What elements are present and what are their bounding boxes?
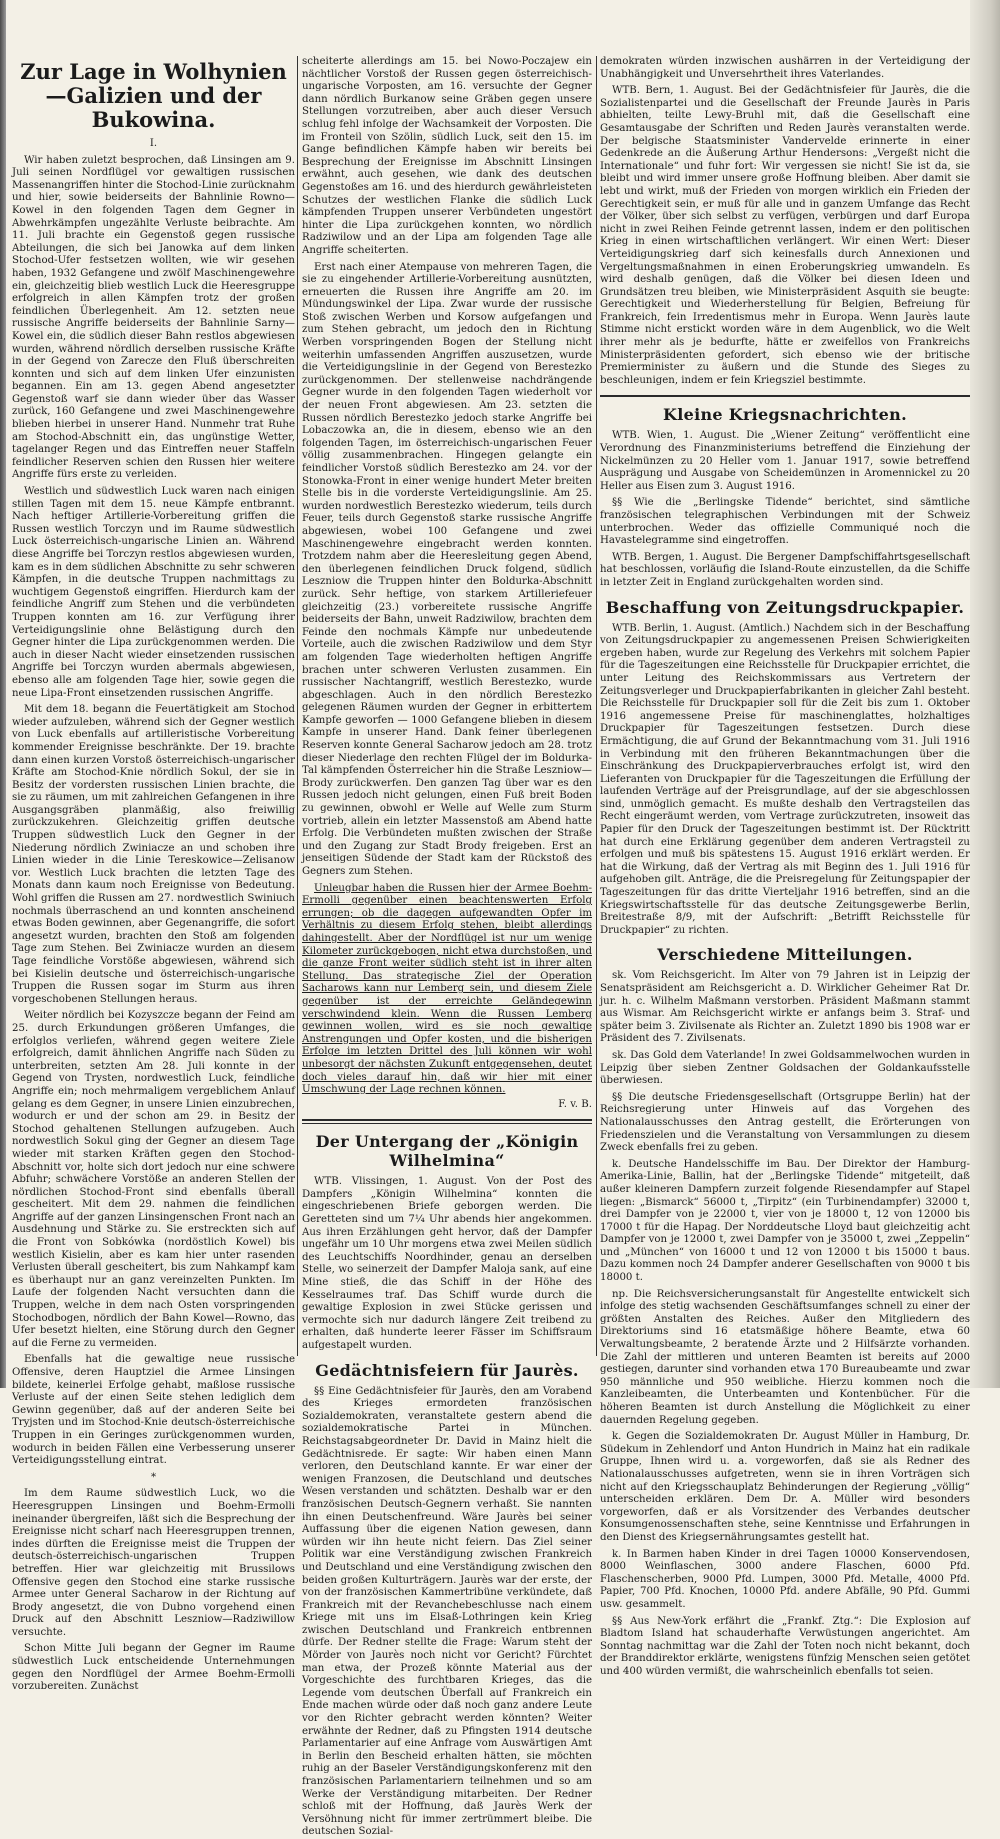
paragraph: k. In Barmen haben Kinder in drei Tagen 10000 Konservendosen, 8000 Weinflaschen, 3000 andere Flaschen, 6000 Pfd. Flaschenscherben, 9000 Pfd. Lumpen, 3000 Pfd. Metalle, 4000 Pfd. Papier, 700 Pfd. Knochen, 10000 Pfd. andere Abfälle, 90 Pfd. Gummi usw. gesammelt. — [600, 1548, 970, 1610]
paragraph: WTB. Wien, 1. August. Die „Wiener Zeitung“ veröffentlicht eine Verordnung des Finanzministeriums betreffend die Einziehung der Nickelmünzen zu 20 Heller vom 1. Januar 1917, sowie betreffend Ausprägung und Ausgabe von Scheidemünzen in Aromennickel zu 20 Heller aus Eisen zum 3. August 1916. — [600, 430, 970, 492]
paragraph: Im dem Raume südwestlich Luck, wo die Heeresgruppen Linsingen und Boehm-Ermolli ineinander übergreifen, läßt sich die Besprechung der Ereignisse nicht scharf nach Heeresgruppen trennen, indes dürften die Ereignisse meist die Truppen der deutsch-österreichisch-ungarischen Truppen betreffen. Hier war gleichzeitig mit Brussilows Offensive gegen den Stochod eine starke russische Armee unter General Sacharow in der Richtung auf Brody angesetzt, die von Dubno vorgehend einen Druck auf den Abschnitt Leszniow—Radziwillow versuchte. — [12, 1488, 295, 1638]
column-3 — [600, 56, 970, 1677]
headline-paper: Beschaffung von Zeitungsdruckpapier. — [605, 597, 965, 617]
headline-main: Zur Lage in Wolhynien—Galizien und der Bukowina. — [20, 59, 287, 132]
paragraph: Weiter nördlich bei Kozyszcze begann der Feind am 25. durch Erkundungen größeren Umfanges, die erfolglos verliefen, während gegen weitere Ziele erfolgreich, damit ähnlichen Angriffe nach Süden zu unterbreiten, setzten Am 28. Juli konnte in der Gegend von Trysten, nordwestlich Luck, feindliche Angriffe ein; noch mehrmaligem vergeblichem Anlauf gelang es dem Gegner, in unsere Linien einzubrechen, wodurch er und der schon am 29. in Besitz der Stochod gehaltenen Stellungen aufzugeben. Auch nordwestlich Sokul ging der Gegner an diesem Tage wieder mit starken Kräften gegen den Stochod-Abschnitt vor, holte sich dort jedoch nur eine schwere Abfuhr; schwächere Vorstöße an anderen Stellen der nördlichen Stochod-Front sind ebenfalls überall gescheitert. Mit dem 29. nahmen die feindlichen Angriffe auf der ganzen Linsingenschen Front nach an Ausdehnung und Stärke zu. Sie erstreckten sich auf die Front von Sobkówka (nordöstlich Kowel) bis westlich Kisielin, aber es kam hier unter rasenden Verlusten überall gescheitert, bis zum Nahkampf kam es überhaupt nur an ganz vereinzelten Punkten. Im Laufe der folgenden Nacht versuchten dann die Truppen, welche in dem nach Osten vorspringenden Stochodbogen, nördlich der Bahn Kowel—Rowno, das Ufer besetzt hielten, eine Störung durch den Gegner auf die Ferne zu vermeiden. — [12, 1010, 295, 1349]
section-numeral: I. — [149, 138, 158, 149]
author-signature: F. v. B. — [558, 1098, 592, 1110]
section-rule — [302, 1123, 592, 1124]
paragraph: scheiterte allerdings am 15. bei Nowo-Poczajew ein nächtlicher Vorstoß der Russen gegen österreichisch-ungarische Vorposten, am 16. versuchte der Gegner dann nördlich Burkanow seine Gräben gegen unsere Stellungen vorzutreiben, aber auch dieser Versuch schlug fehl infolge der Wachsamkeit der Vorposten. Die im Fronteil von Szölin, südlich Luck, seit den 15. im Gange befindlichen Kämpfe haben wir bereits bei Besprechung der Ereignisse im Abschnitt Linsingen erwähnt, auch gesehen, wie dank des deutschen Gegenstoßes am 16. und des hierdurch gewährleisteten Schutzes der westlichen Flanke die südlich Luck kämpfenden Truppen unserer Verbündeten ungestört hinter die Lipa zurückgehen konnten, wo nördlich Radziwilow und an der Lipa am folgenden Tage alle Angriffe scheiterten. — [302, 56, 592, 256]
page-edge-left — [0, 0, 6, 1388]
paragraph: Erst nach einer Atempause von mehreren Tagen, die sie zu eingehender Artillerie-Vorbereitung ausnützten, erneuerten die Russen ihre Angriffe am 20. im Mündungswinkel der Lipa. Zwar wurde der russische Stoß zwischen Werben und Korsow aufgefangen und zum Stehen gebracht, um jedoch den in Richtung Werben vorspringenden Bogen der Stellung nicht weiterhin umfassenden Angriffen auszusetzen, wurde die Verteidigungslinie in der Gegend von Berestezko zurückgenommen. Der stellenweise nachdrängende Gegner wurde in den folgenden Tagen wiederholt vor der neuen Front abgewiesen. Am 23. setzten die Russen nördlich Berestezko jedoch starke Angriffe bei Lobaczowka an, die in diesem, ebenso wie an den folgenden Tagen, im österreichisch-ungarischen Feuer völlig zusammenbrachen. Hingegen gelangte ein feindlicher Vorstoß südlich Berestezko am 24. vor der Stonowka-Front in einer wenige hundert Meter breiten Stelle bis in die vorderste Verteidigungslinie. Am 25. wurden nordwestlich Berestezko wiederum, teils durch Feuer, teils durch Gegenstoß starke russische Angriffe abgewiesen, wobei 100 Gefangene und zwei Maschinengewehre eingebracht werden konnten. Trotzdem nahm aber die Heeresleitung gegen Abend, den überlegenen feindlichen Druck folgend, südlich Leszniow die Truppen hinter den Boldurka-Abschnitt zurück. Sehr heftige, von starkem Artilleriefeuer gleichzeitig (23.) vorbereitete russische Angriffe beiderseits der Bahn, unweit Radziwilow, brachten dem Feinde den nochmals Kämpfe nur unbedeutende Vorteile, auch die zwischen Radziwilow und dem Styr am folgenden Tage wiederholten heftigen Angriffe brachen unter schweren Verlusten zusammen. Ein russischer Nachtangriff, westlich Berestezko, wurde abgeschlagen. Auch in den nördlich Berestezko gelegenen Räumen wurden der Gegner in erbittertem Kampfe geworfen — 1000 Gefangene blieben in diesem Kampfe in unserer Hand. Dank feiner überlegenen Reserven konnte General Sacharow jedoch am 28. trotz dieser Niederlage den rechten Flügel der im Boldurka-Tal kämpfenden Österreicher hin die Straße Leszniow—Brody zurückwerfen. Den ganzen Tag über war es den Russen jedoch nicht gelungen, einen Fuß breit Boden zu gewinnen, obwohl er Welle auf Welle zum Sturm vortrieb, allein ein letzter Massenstoß am Abend hatte Erfolg. Die Verbündeten mußten zwischen der Straße und den Zugang zur Stadt Brody freigeben. Erst an jenseitigen Südende der Stadt kam der Rückstoß des Gegners zum Stehen. — [302, 261, 592, 877]
paragraph: Schon Mitte Juli begann der Gegner im Raume südwestlich Luck entscheidende Unternehmungen gegen den Nordflügel der Armee Boehm-Ermolli vorzubereiten. Zunächst — [12, 1643, 295, 1693]
column-divider — [297, 56, 298, 1356]
headline-jaures: Gedächtnisfeiern für Jaurès. — [315, 1360, 579, 1380]
paragraph: k. Gegen die Sozialdemokraten Dr. August Müller in Hamburg, Dr. Südekum in Zehlendorf und Anton Hundrich in Mainz hat ein radikale Gruppe, Ihnen wird u. a. vorgeworfen, daß sie als Redner des Nationalausschusses aufgetreten, wenn sie in ihren Vorträgen sich nicht auf den Kriegsschauplatz Behinderungen der Regierung „völlig“ unterscheiden erklären. Dem Dr. A. Müller wird besonders vorgeworfen, daß er als Vorsitzender des Verbandes deutscher Konsumgenossenschaften stehe, seine Kenntnisse und Erfahrungen in den Dienst des Kriegsernährungsamtes gestellt hat. — [600, 1431, 970, 1543]
column-divider — [596, 56, 597, 1356]
paragraph: Ebenfalls hat die gewaltige neue russische Offensive, deren Hauptziel die Armee Linsingen bildete, keinerlei Erfolge gehabt, maßlose russische Verluste auf der einen Seite stehen lediglich dem Gewinn gegenüber, daß auf der anderen Seite bei Tryjsten und im Stochod-Knie deutsch-österreichische Truppen in ein Geringes zurückgenommen wurden, wodurch in beiden Fällen eine Verbesserung unserer Verteidigungsstellung eintrat. — [12, 1354, 295, 1467]
paragraph: §§ Eine Gedächtnisfeier für Jaurès, den am Vorabend des Krieges ermordeten französischen Sozialdemokraten, veranstaltete gestern abend die sozialdemokratische Partei in München. Reichstagsabgeordneter Dr. David in Mainz hielt die Gedächtnisrede. Er sagte: Wir haben einen Mann verloren, den Deutschland kannte. Er war einer der wenigen Franzosen, die Deutschland und deutsches Wesen verstanden und schätzten. Deshalb war er den französischen Deutsch-Gegnern verhaßt. Sie nannten ihn einen Deutschenfreund. Wäre Jaurès bei seiner Auffassung über die eigenen Nation gewesen, dann würden wir ihn heute nicht feiern. Das Ziel seiner Politik war eine Verständigung zwischen Frankreich und Deutschland und eine Verständigung zwischen den beiden großen Kulturträgern. Jaurès war der erste, der von der französischen Kammertribüne verkündete, daß Frankreich mit der Revanchebeschlusse nach einem Kriege mit uns im Elsaß-Lothringen kein Krieg zwischen Deutschland und Frankreich entbrennen dürfe. Der Redner stellte die Frage: Warum steht der Mörder von Jaurès noch nicht vor Gericht? Fürchtet man etwa, der Prozeß könnte Material aus der Vorgeschichte des furchtbaren Krieges, das die Legende vom deutschen Überfall auf Frankreich ein Ende machen würde oder daß noch ganz andere Leute vor den Richter gebracht werden könnten? Weiter erwähnte der Redner, daß zu Pfingsten 1914 deutsche Parlamentarier auf eine Anfrage vom Auswärtigen Amt in Berlin den Bescheid erhalten hätten, sie möchten ruhig an der Baseler Verständigungskonferenz mit den französischen Parlamentariern teilnehmen und so am Werke der Verständigung mitarbeiten. Der Redner schloß mit der Hoffnung, daß Jaurès Werk der Versöhnung nicht für immer zertrümmert bleibe. Die deutschen Sozial- — [302, 1385, 592, 1838]
paragraph: WTB. Vlissingen, 1. August. Von der Post des Dampfers „Königin Wilhelmina“ konnten die eingeschriebenen Briefe geborgen werden. Die Geretteten sind um 7¼ Uhr abends hier angekommen. Aus ihren Erzählungen geht hervor, daß der Dampfer ungefähr um 10 Uhr morgens etwa zwei Meilen südlich des Leuchtschiffs Noordhinder, genau an derselben Stelle, wo seinerzeit der Dampfer Maloja sank, auf eine Mine stieß, die das Schiff in der Höhe des Kesselraumes traf. Das Schiff wurde durch die gewaltige Explosion in zwei Stücke gerissen und vermochte sich nur dadurch längere Zeit treibend zu erhalten, daß hunderte leerer Fässer im Schiffsraum aufgestapelt wurden. — [302, 1176, 592, 1351]
column-2 — [302, 56, 592, 1838]
paragraph: WTB. Bergen, 1. August. Die Bergener Dampfschiffahrtsgesellschaft hat beschlossen, vorläufig die Island-Route einzustellen, da die Schiffe in letzter Zeit in England zurückgehalten worden sind. — [600, 551, 970, 588]
paragraph: Unleugbar haben die Russen hier der Armee Boehm-Ermolli gegenüber einen beachtenswerten Erfolg errungen; ob die dagegen aufgewandten Opfer im Verhältnis zu diesem Erfolg stehen, bleibt allerdings dahingestellt. Aber der Nordflügel ist nur um wenige Kilometer zurückgebogen, nicht etwa durchstoßen, und die ganze Front weiter südlich steht ist in ihrer alten Stellung. Das strategische Ziel der Operation Sacharows kann nur Lemberg sein, und diesem Ziele gegenüber ist der erreichte Geländegewinn verschwindend klein. Wenn die Russen Lemberg gewinnen wollen, wird es sie noch gewaltige Anstrengungen und Opfer kosten, und die bisherigen Erfolge im letzten Drittel des Juli können wir wohl unbesorgt der nächsten Zukunft entgegensehen, deutet doch vieles darauf hin, daß wir hier mit einer Umschwung der Lage rechnen können. — [302, 882, 592, 1096]
paragraph: Westlich und südwestlich Luck waren nach einigen stillen Tagen mit dem 15. neue Kämpfe entbrannt. Nach heftiger Artillerie-Vorbereitung griffen die Russen westlich Torczyn und im Raume südwestlich Luck österreichisch-ungarische Linien an. Während diese Angriffe bei Torczyn restlos abgewiesen wurden, kam es in dem südlichen Abschnitte zu sehr schweren Kämpfen, in die deutsche Truppen nachmittags zu wuchtigem Gegenstoß eingriffen. Hierdurch kam der feindliche Angriff zum Stehen und die verbündeten Truppen konnten am 16. zur Verfügung ihrer Verteidigungslinie ohne Belästigung durch den Gegner hinter die Lipa zurückgenommen werden. Die auch in dieser Nacht wieder einsetzenden russischen Angriffe bei Torczyn wurden abermals abgewiesen, ebenso alle am folgenden Tage hier, sowie gegen die neue Lipa-Front einsetzenden russischen Angriffe. — [12, 486, 295, 699]
paragraph: demokraten würden inzwischen aushärren in der Verteidigung der Unabhängigkeit und Unversehrtheit ihres Vaterlandes. — [600, 56, 970, 80]
paragraph: WTB. Bern, 1. August. Bei der Gedächtnisfeier für Jaurès, die die Sozialistenpartei und die Gesellschaft der Freunde Jaurès in Paris abhielten, teilte Lewy-Bruhl mit, daß die Gesellschaft eine Gesamtausgabe der Schriften und Reden Jaurès veranstalten werde. Der belgische Staatsminister Vandervelde erinnerte in einer Gedenkrede an die Äußerung Arthur Hendersons: „Vergeßt nicht die Internationale“ und fuhr fort: Wir vergessen sie nicht! Sie ist da, sie bleibt und wird immer unsere große Hoffnung bleiben. Aber damit sie lebt und wirkt, muß der Frieden von morgen wirklich ein Frieden der Gerechtigkeit sein, er muß für alle und in ganzem Umfange das Recht der Völker, über sich selbst zu verfügen, verbürgen und darf Europa nicht in zwei Reihen Feinde getrennt lassen, indem er den politischen Krieg in einen wirtschaftlichen verlängert. Wir einen Wert: Dieser Verteidigungskrieg darf sich keinesfalls durch Annexionen und Vergeltungsmaßnahmen in einen Eroberungskrieg umwandeln. Es wird deshalb genügen, daß die Völker bei diesen Ideen und Grundsätzen treu bleiben, wie Ministerpräsident Asquith sie beugte: Gerechtigkeit und Wiederherstellung für Belgien, Befreiung für Frankreich, fein Irredentismus mehr in Europa. Wenn Jaurès laute Stimme nicht erstickt worden wäre in dem Augenblick, wo die Welt ihrer mehr als je bedurfte, hätte er zweifellos von Frankreichs Ministerpräsidenten gefordert, sich ebenso wie der britische Premierminister zu äußern und die Stunde des Sieges zu beschleunigen, indem er fein Kriegsziel bestimmte. — [600, 85, 970, 386]
paragraph: §§ Wie die „Berlingske Tidende“ berichtet, sind sämtliche französischen telegraphischen Verbindungen mit der Schweiz unterbrochen. Weder das offizielle Communiqué noch die Havastelegramme sind eingetroffen. — [600, 497, 970, 547]
paragraph: np. Die Reichsversicherungsanstalt für Angestellte entwickelt sich infolge des stetig wachsenden Geschäftsumfanges schnell zu einer der größten Anstalten des Reiches. Außer den Mitgliedern des Direktoriums sind 16 etatsmäßige höhere Beamte, etwa 60 Verwaltungsbeamte, 2 beratende Ärzte und 2 Hilfsärzte vorhanden. Die Zahl der mittleren und unteren Beamten ist bereits auf 2000 gestiegen, darunter sind vorhanden etwa 170 Bureaubeamte und zwar 950 männliche und 950 weibliche. Hierzu kommen noch die Kanzleibeamten, die Unterbeamten und Kontenbücher. Für die höheren Beamten ist durch Anstellung die Möglichkeit zu einer dauernden Regelung gegeben. — [600, 1288, 970, 1426]
paragraph: Wir haben zuletzt besprochen, daß Linsingen am 9. Juli seinen Nordflügel vor gewaltigen russischen Massenangriffen hinter die Stochod-Linie zurücknahm und hier, sowie beiderseits der Bahnlinie Rowno—Kowel in den folgenden Tagen dem Gegner in Abwehrkämpfen ungezählte Verluste beibrachte. Am 11. Juli brachte ein Gegenstoß gegen russische Abteilungen, die sich bei Janowka auf dem linken Stochod-Ufer festsetzen wollten, wie wir gesehen haben, 1932 Gefangene und zwölf Maschinengewehre ein, gleichzeitig blieb westlich Luck die Heeresgruppe erfolgreich in allen Kämpfen trotz der großen feindlichen Überlegenheit. Am 12. setzten neue russische Angriffe beiderseits der Bahnlinie Sarny—Kowel ein, die südlich dieser Bahn restlos abgewiesen wurden, während nördlich derselben russische Kräfte in der Gegend von Zarecze den Fluß überschreiten konnten und sich auf dem linken Ufer einzunisten begannen. Ein am 13. gegen Abend angesetzter Gegenstoß warf sie dann wieder über das Wasser zurück, 160 Gefangene und zwei Maschinengewehre blieben hierbei in unserer Hand. Nunmehr trat Ruhe am Stochod-Abschnitt ein, das ungünstige Wetter, tagelanger Regen und das Eintreffen neuer Staffeln feindlicher Reserven schien den Russen hier weitere Angriffe fürs erste zu verleiden. — [12, 154, 295, 481]
separator-asterisk: * — [150, 1471, 157, 1483]
paragraph: §§ Aus New-York erfährt die „Frankf. Ztg.“: Die Explosion auf Bladtom Island hat schauderhafte Verwüstungen angerichtet. Am Sonntag nachmittag war die Zahl der Toten noch nicht bekannt, doch der Branddirektor erklärte, wenigstens fünfzig Menschen seien getötet und 400 würden vermißt, die wahrscheinlich ebenfalls tot seien. — [600, 1615, 970, 1677]
paragraph: k. Deutsche Handelsschiffe im Bau. Der Direktor der Hamburg-Amerika-Linie, Ballin, hat der „Berlingske Tidende“ mitgeteilt, daß außer kleineren Dampfern zurzeit folgende Riesendampfer auf Stapel liegen: „Bismarck“ 56000 t, „Tirpitz“ (ein Turbinendampfer) 32000 t, drei Dampfer von je 22000 t, vier von je 18000 t, 12 von 12000 bis 17000 t für die Hapag. Der Norddeutsche Lloyd baut gleichzeitig acht Dampfer von je 12000 t, zwei Dampfer von je 35000 t, zwei „Zeppelin“ und „München“ von 16000 t und 12 von 12000 t bis 15000 t baus. Dazu kommen noch 24 Dampfer anderer Gesellschaften von 9000 t bis 18000 t. — [600, 1158, 970, 1284]
paragraph: Mit dem 18. begann die Feuertätigkeit am Stochod wieder aufzuleben, während sich der Gegner westlich von Luck ebenfalls auf artilleristische Vorbereitung kommender Ereignisse beschränkte. Der 19. brachte dann einen kurzen Vorstoß österreichisch-ungarischer Kräfte am Stochod-Knie nördlich Sokul, der sie in Besitz der vordersten russischen Linien brachte, die sie zu räumen, um mit zahlreichen Gefangenen in ihre Ausgangsgräben planmäßig, also freiwillig zurückzukehren. Gleichzeitig griffen deutsche Truppen südwestlich Luck den Gegner in der Niederung nördlich Zwiniacze an und schoben ihre Linien wieder in die Linie Tereskowice—Zelisanow vor. Westlich Luck brachten die letzten Tage des Monats dann kaum noch Ereignisse von Bedeutung. Wohl griffen die Russen am 27. nordwestlich Swiniuch nochmals überraschend an und konnten anscheinend etwas Boden gewinnen, aber Gegenangriffe, die sofort angesetzt wurden, brachten den Stoß am folgenden Tage zum Stehen. Bei Zwiniacze wurden an diesem Tage feindliche Vorstöße abgewiesen, während sich bei Kisielin deutsche und österreichisch-ungarische Truppen die Russen sogar im Sturm aus ihren vorgeschobenen Stellungen heraus. — [12, 704, 295, 1005]
headline-kleine: Kleine Kriegsnachrichten. — [663, 405, 907, 425]
column-1 — [12, 56, 295, 1693]
paragraph: §§ Die deutsche Friedensgesellschaft (Ortsgruppe Berlin) hat der Reichsregierung unter Hinweis auf das Vorgehen des Nationalausschusses den Antrag gestellt, die Erörterungen von Friedenszielen und die Veranstaltung von Versammlungen zu diesem Zweck ebenfalls frei zu geben. — [600, 1091, 970, 1154]
headline-ship: Der Untergang der „Königin Wilhelmina“ — [315, 1132, 579, 1171]
section-rule — [302, 1119, 592, 1121]
section-rule — [600, 395, 970, 397]
page-edge-right — [970, 0, 1000, 1388]
paragraph: sk. Vom Reichsgericht. Im Alter von 79 Jahren ist in Leipzig der Senatspräsident am Reichsgericht a. D. Wirklicher Geheimer Rat Dr. jur. h. c. Wilhelm Maßmann verstorben. Präsident Maßmann stammt aus Wismar. Am Reichsgericht wirkte er anfangs beim 3. Straf- und später beim 3. Zivilsenate als Richter an. Zuletzt 1890 bis 1908 war er Präsident des 7. Zivilsenats. — [600, 970, 970, 1045]
headline-misc: Verschiedene Mitteilungen. — [657, 945, 913, 965]
paragraph: WTB. Berlin, 1. August. (Amtlich.) Nachdem sich in der Beschaffung von Zeitungsdruckpapier zu angemessenen Preisen Schwierigkeiten ergeben haben, wurde zur Regelung des Verkehrs mit solchem Papier für die Tageszeitungen eine Reichsstelle für Druckpapier errichtet, die unter Leitung des Reichskommissars aus Vertretern der Zeitungsverleger und Druckpapierfabrikanten in gleicher Zahl besteht. Die Reichsstelle für Druckpapier soll für die Zeit bis zum 1. Oktober 1916 angemessene Preise für maschinenglattes, holzhaltiges Druckpapier für Tageszeitungen festsetzen. Durch diese Ermächtigung, die auf Grund der Bekanntmachung vom 31. Juli 1916 in Verbindung mit den früheren Bekanntmachungen über die Einschränkung des Druckpapierverbrauches erfolgt ist, wird den Lieferanten von Druckpapier für die Tageszeitungen die Erfüllung der laufenden Verträge auf der Preisgrundlage, auf der sie abgeschlossen sind, unmöglich gemacht. Es mußte deshalb den Vertragsteilen das Recht eingeräumt werden, vom Vertrage zurückzutreten, insoweit das Papier für den Druck der Tageszeitungen bestimmt ist. Der Rücktritt hat durch eine Erklärung gegenüber dem anderen Vertragsteil zu erfolgen und muß bis spätestens 15. August 1916 erklärt werden. Er hat die Wirkung, daß der Vertrag als mit Beginn des 1. Juli 1916 für aufgehoben gilt. Anträge, die die Preisregelung für Zeitungspapier der Tageszeitungen für das dritte Vierteljahr 1916 betreffen, sind an die Kriegswirtschaftsstelle für das deutsche Zeitungsgewerbe Berlin, Breitestraße 8/9, mit der Aufschrift: „Betrifft Reichsstelle für Druckpapier“ zu richten. — [600, 622, 970, 936]
paragraph: sk. Das Gold dem Vaterlande! In zwei Goldsammelwochen wurden in Leipzig über sieben Zentner Goldsachen der Goldankaufsstelle überwiesen. — [600, 1049, 970, 1087]
